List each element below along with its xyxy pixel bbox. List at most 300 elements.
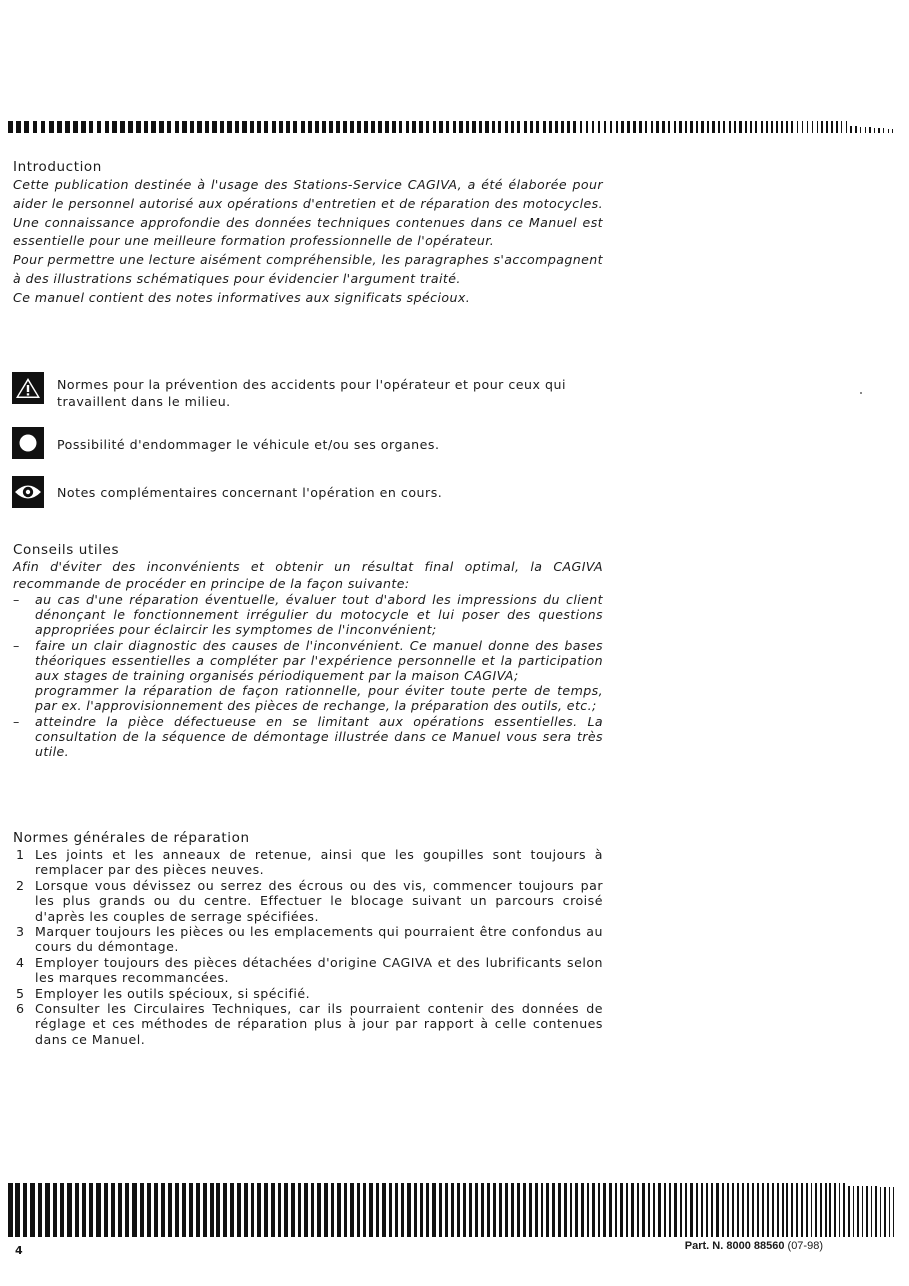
list-item: 1 Les joints et les anneaux de retenue, ainsi que les goupilles sont toujours à remplacer par des pièces neuves. bbox=[16, 847, 603, 878]
marker-bar bbox=[850, 126, 852, 133]
marker-bar bbox=[286, 121, 290, 133]
marker-bar bbox=[757, 1183, 759, 1237]
marker-bar bbox=[737, 1183, 739, 1237]
marker-bar bbox=[621, 121, 624, 133]
marker-bar bbox=[216, 1183, 220, 1237]
marker-bar bbox=[817, 121, 819, 133]
marker-bar bbox=[414, 1183, 417, 1237]
marker-bar bbox=[38, 1183, 42, 1237]
marker-bar bbox=[104, 1183, 108, 1237]
part-date: (07-98) bbox=[787, 1240, 823, 1252]
marker-bar bbox=[651, 121, 654, 133]
marker-bar bbox=[33, 121, 38, 133]
marker-bar bbox=[706, 1183, 708, 1237]
marker-bar bbox=[586, 121, 589, 133]
marker-bar bbox=[357, 121, 361, 133]
marker-bar bbox=[615, 1183, 618, 1237]
marker-bar bbox=[317, 1183, 321, 1237]
marker-bar bbox=[836, 121, 838, 133]
marker-bar bbox=[445, 1183, 448, 1237]
marker-bar bbox=[656, 121, 659, 133]
marker-bar bbox=[841, 121, 843, 133]
marker-bar bbox=[564, 1183, 567, 1237]
marker-bar bbox=[679, 121, 681, 133]
marker-bar bbox=[304, 1183, 308, 1237]
marker-bar bbox=[97, 121, 102, 133]
marker-bar bbox=[860, 127, 862, 133]
stray-dot bbox=[860, 392, 862, 394]
marker-bar bbox=[457, 1183, 460, 1237]
marker-bar bbox=[426, 1183, 429, 1237]
marker-bar bbox=[250, 121, 254, 133]
marker-bar bbox=[511, 1183, 514, 1237]
marker-bar bbox=[244, 1183, 248, 1237]
marker-bar bbox=[136, 121, 141, 133]
marker-bar bbox=[668, 121, 671, 133]
marker-bar bbox=[696, 121, 698, 133]
marker-bar bbox=[855, 126, 857, 133]
marker-bar bbox=[662, 121, 665, 133]
marker-bar bbox=[690, 121, 692, 133]
marker-bar bbox=[802, 121, 804, 133]
marker-bar bbox=[235, 121, 239, 133]
marker-bar bbox=[89, 1183, 93, 1237]
marker-bar bbox=[645, 121, 648, 133]
marker-bar bbox=[653, 1183, 655, 1237]
conseils-title: Conseils utiles bbox=[13, 542, 120, 558]
marker-bar bbox=[581, 1183, 584, 1237]
marker-bar bbox=[385, 121, 389, 133]
marker-bar bbox=[469, 1183, 472, 1237]
marker-bar bbox=[118, 1183, 122, 1237]
marker-bar bbox=[505, 121, 508, 133]
marker-bar bbox=[89, 121, 94, 133]
marker-bar bbox=[747, 1183, 749, 1237]
marker-bar bbox=[711, 1183, 713, 1237]
marker-bar bbox=[587, 1183, 590, 1237]
marker-bar bbox=[712, 121, 714, 133]
marker-bar bbox=[561, 121, 564, 133]
marker-bar bbox=[15, 1183, 20, 1237]
marker-bar bbox=[782, 1183, 784, 1237]
marker-bar bbox=[723, 121, 725, 133]
list-item: 6 Consulter les Circulaires Techniques, car ils pourraient contenir des données de réglage et ces méthodes de réparation plus à jour par rapport à celle contenues dans ce Manuel. bbox=[16, 1001, 603, 1047]
marker-bar bbox=[446, 121, 449, 133]
marker-bar bbox=[159, 121, 164, 133]
marker-bar bbox=[875, 1186, 877, 1237]
marker-bar bbox=[685, 1183, 687, 1237]
marker-bar bbox=[570, 1183, 573, 1237]
marker-bar bbox=[479, 121, 482, 133]
marker-bar bbox=[610, 121, 613, 133]
marker-bar bbox=[49, 121, 54, 133]
marker-bar bbox=[580, 121, 583, 133]
introduction-paragraph-3: Ce manuel contient des notes informatives aux significats spécioux. bbox=[13, 289, 471, 305]
marker-bar bbox=[535, 1183, 538, 1237]
marker-bar bbox=[499, 1183, 502, 1237]
marker-bar bbox=[517, 1183, 520, 1237]
list-item: 2 Lorsque vous dévissez ou serrez des écrous ou des vis, commencer toujours par les plus grands ou du centre. Effectuer le blocage suivant un parcours croisé d'après les couples de serrage spécifiées. bbox=[16, 877, 603, 924]
introduction-section bbox=[13, 158, 603, 308]
marker-bar bbox=[420, 1183, 423, 1237]
marker-bar bbox=[190, 121, 194, 133]
marker-bar bbox=[826, 121, 828, 133]
marker-bar bbox=[642, 1183, 645, 1237]
marker-bar bbox=[144, 121, 149, 133]
marker-bar bbox=[637, 1183, 640, 1237]
marker-bar bbox=[112, 121, 117, 133]
marker-bar bbox=[251, 1183, 255, 1237]
marker-bar bbox=[674, 1183, 676, 1237]
marker-bar bbox=[592, 121, 595, 133]
marker-bar bbox=[105, 121, 110, 133]
marker-bar bbox=[680, 1183, 682, 1237]
marker-bar bbox=[426, 121, 430, 133]
marker-bar bbox=[727, 1183, 729, 1237]
introduction-paragraph-2: Pour permettre une lecture aisément compréhensible, les paragraphes s'accompagnent à des illustrations schématiques pour évidencier l'argument traité. bbox=[13, 252, 603, 286]
marker-bar bbox=[350, 1183, 354, 1237]
marker-bar bbox=[132, 1183, 136, 1237]
normes-list bbox=[13, 847, 603, 1047]
marker-bar bbox=[777, 1183, 779, 1237]
marker-bar bbox=[701, 121, 703, 133]
marker-bar bbox=[336, 121, 340, 133]
marker-bar bbox=[311, 1183, 315, 1237]
marker-bar bbox=[555, 121, 558, 133]
marker-bar bbox=[439, 121, 443, 133]
marker-bar bbox=[786, 1183, 788, 1237]
marker-bar bbox=[801, 1183, 803, 1237]
marker-bar bbox=[755, 121, 757, 133]
marker-bar bbox=[344, 1183, 348, 1237]
marker-bar bbox=[147, 1183, 151, 1237]
marker-bar bbox=[598, 121, 601, 133]
marker-bar bbox=[883, 128, 884, 133]
marker-bar bbox=[511, 121, 514, 133]
marker-bar bbox=[67, 1183, 71, 1237]
marker-bar bbox=[530, 121, 533, 133]
marker-bar bbox=[862, 1186, 864, 1237]
marker-bar bbox=[230, 1183, 234, 1237]
marker-bar bbox=[182, 1183, 186, 1237]
marker-bar bbox=[376, 1183, 379, 1237]
note-text: Normes pour la prévention des accidents pour l'opérateur et pour ceux qui travaillent dans le milieu. bbox=[57, 377, 566, 409]
marker-bar bbox=[8, 1183, 13, 1237]
marker-bar bbox=[825, 1183, 827, 1237]
marker-bar bbox=[481, 1183, 484, 1237]
normes-section bbox=[13, 829, 603, 1047]
marker-bar bbox=[308, 121, 312, 133]
marker-bar bbox=[463, 1183, 466, 1237]
marker-bar bbox=[279, 121, 283, 133]
bottom-edge-marker-strip bbox=[8, 1183, 895, 1237]
marker-bar bbox=[451, 1183, 454, 1237]
marker-bar bbox=[298, 1183, 302, 1237]
marker-bar bbox=[272, 121, 276, 133]
introduction-paragraph-1: Cette publication destinée à l'usage des Stations-Service CAGIVA, a été élaborée pour aider le personnel autorisé aux opérations d'entretien et de réparation des motocycles. Une connaissance approfondie des données techniques contenues dans ce Manuel est essentielle pour une meilleure formation professionnelle de l'opérateur. bbox=[13, 177, 603, 249]
normes-title: Normes générales de réparation bbox=[13, 830, 250, 846]
page-number: 4 bbox=[15, 1244, 23, 1257]
marker-bar bbox=[419, 121, 423, 133]
marker-bar bbox=[848, 1186, 850, 1238]
marker-bar bbox=[718, 121, 720, 133]
marker-bar bbox=[884, 1187, 885, 1237]
conseils-list bbox=[13, 592, 603, 759]
marker-bar bbox=[196, 1183, 200, 1237]
marker-bar bbox=[264, 121, 268, 133]
marker-bar bbox=[806, 1183, 808, 1237]
marker-bar bbox=[701, 1183, 703, 1237]
marker-bar bbox=[696, 1183, 698, 1237]
marker-bar bbox=[573, 121, 576, 133]
marker-bar bbox=[73, 121, 78, 133]
marker-bar bbox=[742, 1183, 744, 1237]
marker-bar bbox=[627, 121, 630, 133]
marker-bar bbox=[331, 1183, 335, 1237]
marker-bar bbox=[168, 1183, 172, 1237]
marker-bar bbox=[278, 1183, 282, 1237]
marker-bar bbox=[865, 127, 867, 133]
list-item: – atteindre la pièce défectueuse en se limitant aux opérations essentielles. La consultation de la séquence de démontage illustrée dans ce Manuel vous sera très utile. bbox=[13, 713, 603, 760]
marker-bar bbox=[242, 121, 246, 133]
marker-bar bbox=[815, 1183, 817, 1237]
note-complementary bbox=[12, 476, 612, 508]
marker-bar bbox=[140, 1183, 144, 1237]
marker-bar bbox=[301, 121, 305, 133]
marker-bar bbox=[843, 1183, 845, 1237]
top-edge-marker-strip bbox=[8, 121, 895, 133]
marker-bar bbox=[466, 121, 469, 133]
marker-bar bbox=[781, 121, 783, 133]
marker-bar bbox=[210, 1183, 214, 1237]
marker-bar bbox=[603, 1183, 606, 1237]
list-item: programmer la réparation de façon rationnelle, pour éviter toute perte de temps, par ex. l'approvisionnement des pièces de rechange, la préparation des outils, etc.; bbox=[35, 683, 603, 714]
marker-bar bbox=[30, 1183, 34, 1237]
marker-bar bbox=[541, 1183, 544, 1237]
marker-bar bbox=[616, 121, 619, 133]
marker-bar bbox=[401, 1183, 404, 1237]
part-label: Part. N. bbox=[684, 1240, 724, 1252]
part-number bbox=[685, 1240, 823, 1252]
marker-bar bbox=[536, 121, 539, 133]
marker-bar bbox=[257, 121, 261, 133]
marker-bar bbox=[364, 121, 368, 133]
marker-bar bbox=[767, 1183, 769, 1237]
marker-bar bbox=[609, 1183, 612, 1237]
marker-bar bbox=[664, 1183, 666, 1237]
marker-bar bbox=[745, 121, 747, 133]
marker-bar bbox=[197, 121, 201, 133]
marker-bar bbox=[343, 121, 347, 133]
marker-bar bbox=[874, 128, 875, 133]
marker-bar bbox=[111, 1183, 115, 1237]
marker-bar bbox=[369, 1183, 372, 1237]
part-code: 8000 88560 bbox=[726, 1240, 785, 1252]
marker-bar bbox=[761, 121, 763, 133]
marker-bar bbox=[604, 121, 607, 133]
marker-bar bbox=[65, 121, 70, 133]
marker-bar bbox=[558, 1183, 561, 1237]
marker-bar bbox=[796, 1183, 798, 1237]
marker-bar bbox=[189, 1183, 193, 1237]
marker-bar bbox=[734, 121, 736, 133]
marker-bar bbox=[485, 121, 488, 133]
marker-bar bbox=[791, 1183, 793, 1237]
marker-bar bbox=[82, 1183, 86, 1237]
marker-bar bbox=[439, 1183, 442, 1237]
marker-bar bbox=[412, 121, 416, 133]
note-text: Notes complémentaires concernant l'opération en cours. bbox=[57, 485, 443, 500]
marker-bar bbox=[729, 121, 731, 133]
marker-bar bbox=[517, 121, 520, 133]
marker-bar bbox=[175, 1183, 179, 1237]
marker-bar bbox=[878, 128, 879, 133]
marker-bar bbox=[820, 1183, 822, 1237]
marker-bar bbox=[869, 127, 870, 133]
marker-bar bbox=[57, 121, 62, 133]
marker-bar bbox=[41, 121, 46, 133]
marker-bar bbox=[271, 1183, 275, 1237]
marker-bar bbox=[459, 121, 462, 133]
marker-bar bbox=[167, 121, 172, 133]
marker-bar bbox=[81, 121, 86, 133]
marker-bar bbox=[752, 1183, 754, 1237]
marker-bar bbox=[648, 1183, 650, 1237]
marker-bar bbox=[529, 1183, 532, 1237]
marker-bar bbox=[498, 121, 501, 133]
marker-bar bbox=[598, 1183, 601, 1237]
marker-bar bbox=[888, 129, 889, 133]
marker-bar bbox=[337, 1183, 341, 1237]
marker-bar bbox=[291, 1183, 295, 1237]
marker-bar bbox=[567, 121, 570, 133]
marker-bar bbox=[212, 121, 216, 133]
marker-bar bbox=[633, 121, 636, 133]
marker-bar bbox=[807, 121, 809, 133]
marker-bar bbox=[182, 121, 186, 133]
marker-bar bbox=[811, 1183, 813, 1237]
marker-bar bbox=[821, 121, 823, 133]
marker-bar bbox=[549, 121, 552, 133]
note-vehicle-damage bbox=[12, 427, 612, 459]
conseils-intro: Afin d'éviter des inconvénients et obtenir un résultat final optimal, la CAGIVA recommande de procéder en principe de la façon suivante: bbox=[13, 559, 603, 591]
marker-bar bbox=[220, 121, 224, 133]
marker-bar bbox=[552, 1183, 555, 1237]
note-text: Possibilité d'endommager le véhicule et/ou ses organes. bbox=[57, 437, 440, 452]
marker-bar bbox=[771, 121, 773, 133]
marker-bar bbox=[889, 1187, 890, 1237]
eye-icon bbox=[12, 476, 44, 508]
marker-bar bbox=[846, 121, 848, 133]
marker-bar bbox=[432, 1183, 435, 1237]
marker-bar bbox=[223, 1183, 227, 1237]
warning-triangle-icon bbox=[12, 372, 44, 404]
marker-bar bbox=[389, 1183, 392, 1237]
marker-bar bbox=[492, 121, 495, 133]
marker-bar bbox=[707, 121, 709, 133]
marker-bar bbox=[399, 121, 403, 133]
marker-bar bbox=[120, 121, 125, 133]
marker-bar bbox=[227, 121, 231, 133]
marker-bar bbox=[620, 1183, 623, 1237]
introduction-title: Introduction bbox=[13, 159, 102, 175]
marker-bar bbox=[128, 121, 133, 133]
marker-bar bbox=[363, 1183, 366, 1237]
marker-bar bbox=[546, 1183, 549, 1237]
marker-bar bbox=[732, 1183, 734, 1237]
marker-bar bbox=[371, 121, 375, 133]
marker-bar bbox=[392, 121, 396, 133]
marker-bar bbox=[631, 1183, 634, 1237]
list-item: 4 Employer toujours des pièces détachées d'origine CAGIVA et des lubrificants selon les marques recommancées. bbox=[16, 954, 603, 986]
marker-bar bbox=[853, 1186, 855, 1237]
marker-bar bbox=[453, 121, 456, 133]
marker-bar bbox=[60, 1183, 64, 1237]
list-item: 3 Marquer toujours les pièces ou les emplacements qui pourraient être confondus au cours du démontage. bbox=[16, 924, 603, 955]
marker-bar bbox=[626, 1183, 629, 1237]
marker-bar bbox=[264, 1183, 268, 1237]
marker-bar bbox=[772, 1183, 774, 1237]
marker-bar bbox=[893, 1187, 894, 1237]
marker-bar bbox=[880, 1187, 882, 1238]
marker-bar bbox=[237, 1183, 241, 1237]
marker-bar bbox=[762, 1183, 764, 1237]
marker-bar bbox=[154, 1183, 158, 1237]
marker-bar bbox=[829, 1183, 831, 1237]
marker-bar bbox=[716, 1183, 718, 1237]
marker-bar bbox=[892, 129, 893, 133]
marker-bar bbox=[350, 121, 354, 133]
marker-bar bbox=[203, 1183, 207, 1237]
marker-bar bbox=[382, 1183, 385, 1237]
marker-bar bbox=[407, 1183, 410, 1237]
marker-bar bbox=[322, 121, 326, 133]
marker-bar bbox=[433, 121, 437, 133]
marker-bar bbox=[395, 1183, 398, 1237]
marker-bar bbox=[378, 121, 382, 133]
note-accident-prevention bbox=[12, 372, 612, 410]
marker-bar bbox=[125, 1183, 129, 1237]
marker-bar bbox=[175, 121, 179, 133]
marker-bar bbox=[776, 121, 778, 133]
marker-bar bbox=[75, 1183, 79, 1237]
marker-bar bbox=[543, 121, 546, 133]
marker-bar bbox=[505, 1183, 508, 1237]
marker-bar bbox=[866, 1186, 868, 1237]
marker-bar bbox=[293, 121, 297, 133]
marker-bar bbox=[797, 121, 799, 133]
marker-bar bbox=[16, 121, 21, 133]
marker-bar bbox=[658, 1183, 660, 1237]
marker-bar bbox=[575, 1183, 578, 1237]
marker-bar bbox=[23, 1183, 28, 1237]
marker-bar bbox=[739, 121, 741, 133]
marker-bar bbox=[750, 121, 752, 133]
marker-bar bbox=[839, 1183, 841, 1237]
conseils-section bbox=[13, 541, 603, 759]
marker-bar bbox=[871, 1186, 873, 1237]
marker-bar bbox=[812, 121, 814, 133]
filled-circle-icon bbox=[12, 427, 44, 459]
marker-bar bbox=[524, 121, 527, 133]
marker-bar bbox=[472, 121, 475, 133]
marker-bar bbox=[722, 1183, 724, 1237]
marker-bar bbox=[161, 1183, 165, 1237]
marker-bar bbox=[96, 1183, 100, 1237]
marker-bar bbox=[487, 1183, 490, 1237]
marker-bar bbox=[786, 121, 788, 133]
marker-bar bbox=[324, 1183, 328, 1237]
